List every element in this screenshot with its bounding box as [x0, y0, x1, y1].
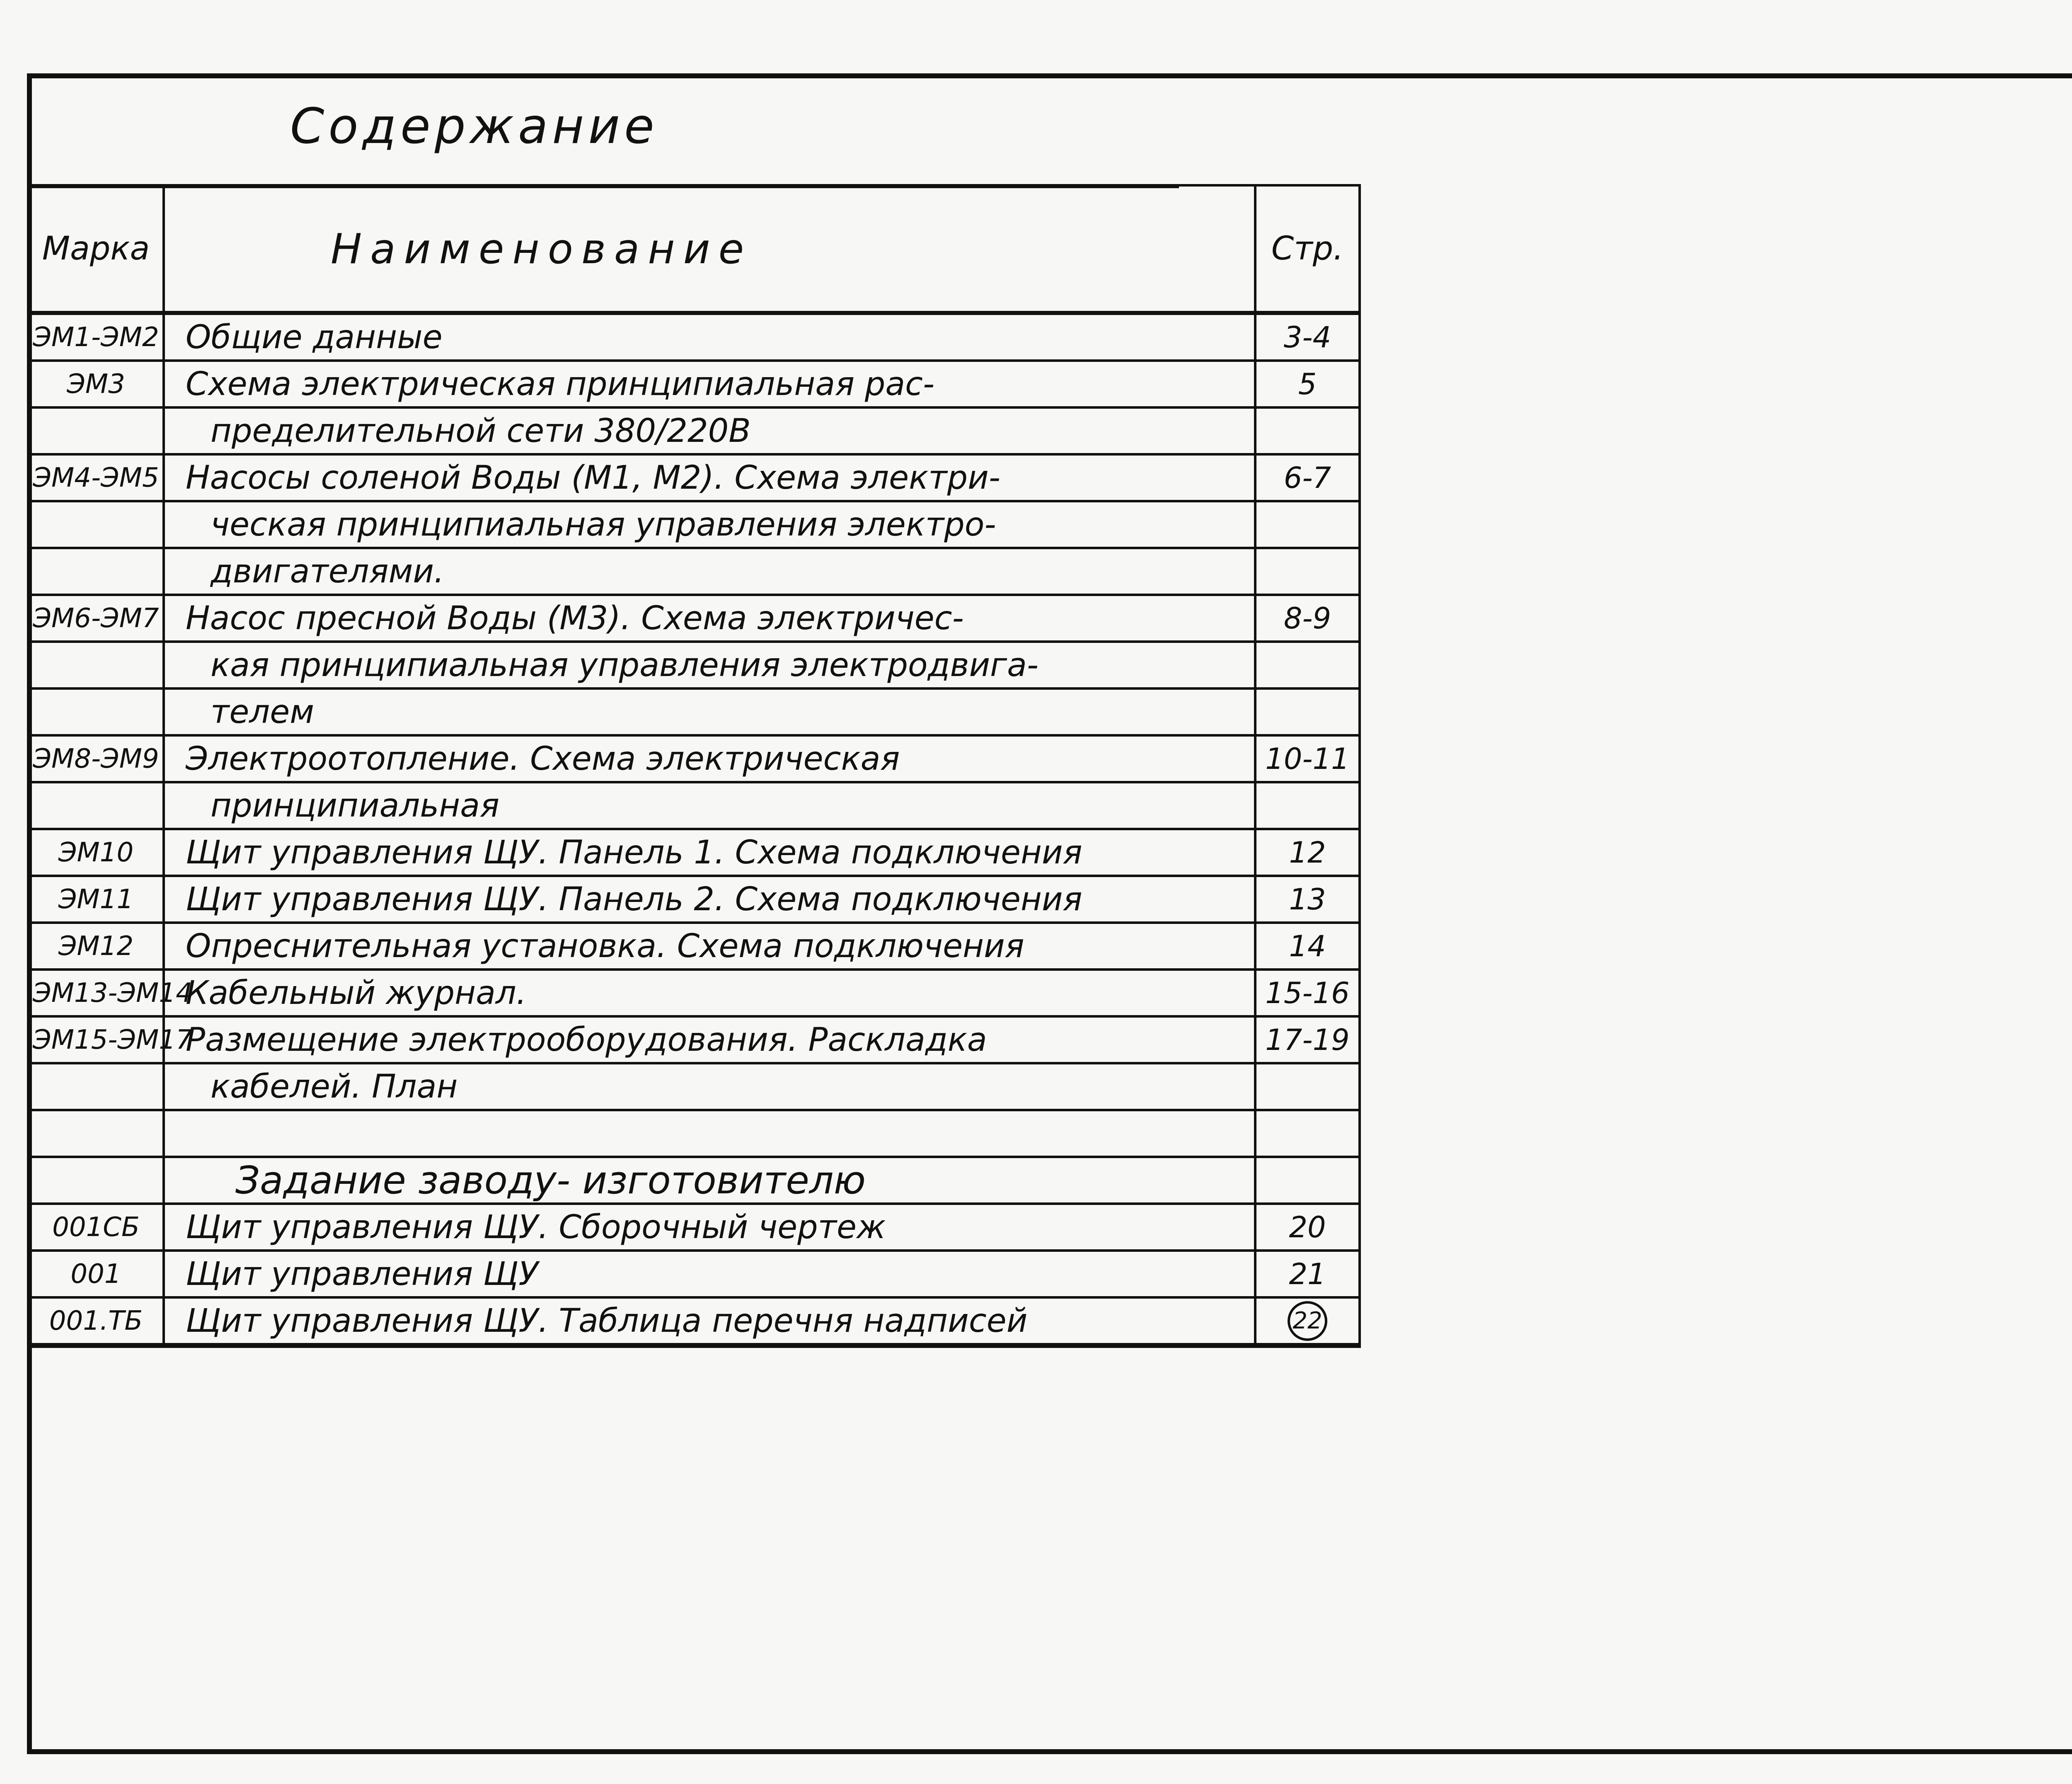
cell-mark	[28, 407, 164, 454]
table-row	[28, 548, 1360, 595]
cell-name: телем	[164, 688, 1255, 735]
cell-mark: 001СБ	[28, 1204, 164, 1251]
cell-mark: ЭМ10	[28, 829, 164, 876]
cell-name: пределительной сети 380/220В	[164, 407, 1255, 454]
cell-name: Насосы соленой Воды (М1, М2). Схема электри-	[164, 454, 1255, 501]
cell-page	[1255, 1297, 1360, 1345]
cell-name: кабелей. План	[164, 1063, 1255, 1110]
cell-name: Щит управления ЩУ. Панель 2. Схема подключения	[164, 876, 1255, 923]
cell-page: 3-4	[1255, 313, 1360, 361]
cell-mark: ЭМ3	[28, 361, 164, 407]
cell-mark: ЭМ4-ЭМ5	[28, 454, 164, 501]
cell-mark	[28, 1110, 164, 1157]
cell-name: Схема электрическая принципиальная рас-	[164, 361, 1255, 407]
cell-mark	[28, 1157, 164, 1204]
cell-mark: ЭМ1-ЭМ2	[28, 313, 164, 361]
table-row	[28, 1297, 1360, 1345]
table-row	[28, 1251, 1360, 1297]
table-row	[28, 829, 1360, 876]
cell-mark: ЭМ6-ЭМ7	[28, 595, 164, 642]
cell-page: 14	[1255, 923, 1360, 970]
table-row	[28, 1016, 1360, 1063]
cell-page: 10-11	[1255, 735, 1360, 782]
cell-name: Щит управления ЩУ. Таблица перечня надписей	[164, 1297, 1255, 1345]
table-body	[28, 313, 1360, 1345]
table-row	[28, 923, 1360, 970]
cell-page	[1255, 1157, 1360, 1204]
cell-name: двигателями.	[164, 548, 1255, 595]
section-title: Задание заводу- изготовителю	[164, 1157, 1255, 1204]
cell-page	[1255, 1063, 1360, 1110]
table-row	[28, 782, 1360, 829]
table-row	[28, 407, 1360, 454]
cell-page: 17-19	[1255, 1016, 1360, 1063]
cell-name: Электроотопление. Схема электрическая	[164, 735, 1255, 782]
cell-mark: ЭМ15-ЭМ17	[28, 1016, 164, 1063]
cell-page	[1255, 688, 1360, 735]
cell-page	[1255, 501, 1360, 548]
cell-page: 8-9	[1255, 595, 1360, 642]
cell-page: 13	[1255, 876, 1360, 923]
cell-mark: ЭМ12	[28, 923, 164, 970]
cell-name: ческая принципиальная управления электро-	[164, 501, 1255, 548]
cell-page	[1255, 407, 1360, 454]
contents-table	[27, 184, 1361, 1348]
table-row	[28, 501, 1360, 548]
table-row	[28, 454, 1360, 501]
table-row	[28, 970, 1360, 1016]
cell-name: Щит управления ЩУ	[164, 1251, 1255, 1297]
cell-mark: ЭМ13-ЭМ14	[28, 970, 164, 1016]
table-row	[28, 313, 1360, 361]
cell-name	[164, 1110, 1255, 1157]
document-title: Содержание	[290, 97, 658, 155]
table-row	[28, 1110, 1360, 1157]
table-row	[28, 876, 1360, 923]
cell-page: 15-16	[1255, 970, 1360, 1016]
circled-page-number: 22	[1288, 1301, 1327, 1341]
cell-name: принципиальная	[164, 782, 1255, 829]
cell-mark: 001.ТБ	[28, 1297, 164, 1345]
cell-name: Насос пресной Воды (М3). Схема электричес-	[164, 595, 1255, 642]
table-row	[28, 1063, 1360, 1110]
cell-name: Щит управления ЩУ. Панель 1. Схема подключения	[164, 829, 1255, 876]
column-header-page: Стр.	[1255, 185, 1360, 313]
table-row	[28, 1204, 1360, 1251]
column-header-name: Наименование	[164, 185, 1255, 313]
cell-mark	[28, 501, 164, 548]
table-row	[28, 361, 1360, 407]
cell-name: Общие данные	[164, 313, 1255, 361]
table-header-row	[28, 185, 1360, 313]
table-row	[28, 1157, 1360, 1204]
cell-mark: 001	[28, 1251, 164, 1297]
cell-page: 12	[1255, 829, 1360, 876]
cell-mark: ЭМ11	[28, 876, 164, 923]
cell-mark	[28, 782, 164, 829]
cell-name: Кабельный журнал.	[164, 970, 1255, 1016]
column-header-mark: Марка	[28, 185, 164, 313]
cell-page	[1255, 1110, 1360, 1157]
cell-mark	[28, 688, 164, 735]
cell-page	[1255, 642, 1360, 688]
cell-page: 20	[1255, 1204, 1360, 1251]
cell-name: Щит управления ЩУ. Сборочный чертеж	[164, 1204, 1255, 1251]
cell-page: 5	[1255, 361, 1360, 407]
cell-name: Опреснительная установка. Схема подключения	[164, 923, 1255, 970]
table-row	[28, 735, 1360, 782]
cell-name: кая принципиальная управления электродвига-	[164, 642, 1255, 688]
cell-page	[1255, 782, 1360, 829]
cell-mark	[28, 548, 164, 595]
cell-page	[1255, 548, 1360, 595]
table-row	[28, 595, 1360, 642]
cell-mark	[28, 1063, 164, 1110]
cell-page: 21	[1255, 1251, 1360, 1297]
cell-mark	[28, 642, 164, 688]
cell-mark: ЭМ8-ЭМ9	[28, 735, 164, 782]
table-row	[28, 688, 1360, 735]
cell-name: Размещение электрооборудования. Раскладка	[164, 1016, 1255, 1063]
cell-page: 6-7	[1255, 454, 1360, 501]
table-row	[28, 642, 1360, 688]
